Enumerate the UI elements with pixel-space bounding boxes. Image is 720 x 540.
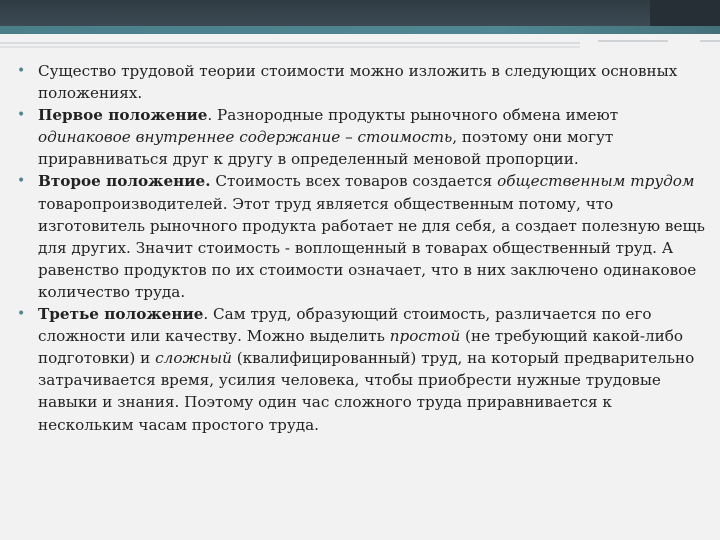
list-item — [16, 170, 712, 303]
item-emphasis: простой — [389, 327, 461, 346]
item-text: , поэтому они могут приравниваться друг к другу в определенный меновой пропорции. — [38, 128, 614, 169]
item-text: . Сам труд, образующий стоимость, различается по его сложности или качеству. Можно выделить — [38, 305, 652, 346]
header-corner-block — [650, 0, 720, 26]
bullet-icon: • — [17, 306, 26, 323]
decorative-line — [700, 40, 720, 42]
decorative-line — [0, 46, 580, 48]
item-text: товаропроизводителей. Этот труд является общественным потому, что изготовитель рыночного продукта работает не для себя, а создает полезную вещь для других. Значит стоимость - воплощенный в товарах общественный труд. А равенство продуктов по их стоимости означает, что в них заключено одинаковое количество труда. — [38, 194, 705, 301]
item-text: (квалифицированный) труд, на который предварительно затрачивается время, усилия человека, чтобы приобрести нужные трудовые навыки и знания. Поэтому один час сложного труда приравнивается к нескольким часам простого труда. — [38, 349, 695, 434]
item-text: (не требующий какой-либо подготовки) и — [38, 327, 684, 368]
item-text: . Разнородные продукты рыночного обмена имеют — [207, 106, 619, 125]
item-text: Стоимость всех товаров создается — [210, 172, 498, 191]
decorative-line — [0, 42, 580, 44]
bullet-list — [16, 60, 712, 436]
slide-body — [16, 60, 712, 436]
header-accent-stripe — [0, 26, 720, 34]
bullet-icon: • — [17, 173, 26, 190]
decorative-line — [598, 40, 668, 42]
bullet-icon: • — [17, 63, 26, 79]
item-emphasis: сложный — [155, 349, 232, 368]
item-heading: Второе положение. — [38, 172, 211, 191]
item-text: Существо трудовой теории стоимости можно изложить в следующих основных положениях. — [38, 62, 678, 103]
item-heading: Третье положение — [38, 305, 204, 324]
bullet-icon: • — [17, 107, 26, 124]
list-item — [16, 60, 712, 104]
item-heading: Первое положение — [38, 106, 208, 125]
list-item — [16, 303, 712, 436]
header-bar — [0, 0, 720, 26]
item-emphasis: одинаковое внутреннее содержание – стоимость — [38, 128, 453, 147]
list-item — [16, 104, 712, 170]
item-emphasis: общественным трудом — [497, 172, 695, 191]
